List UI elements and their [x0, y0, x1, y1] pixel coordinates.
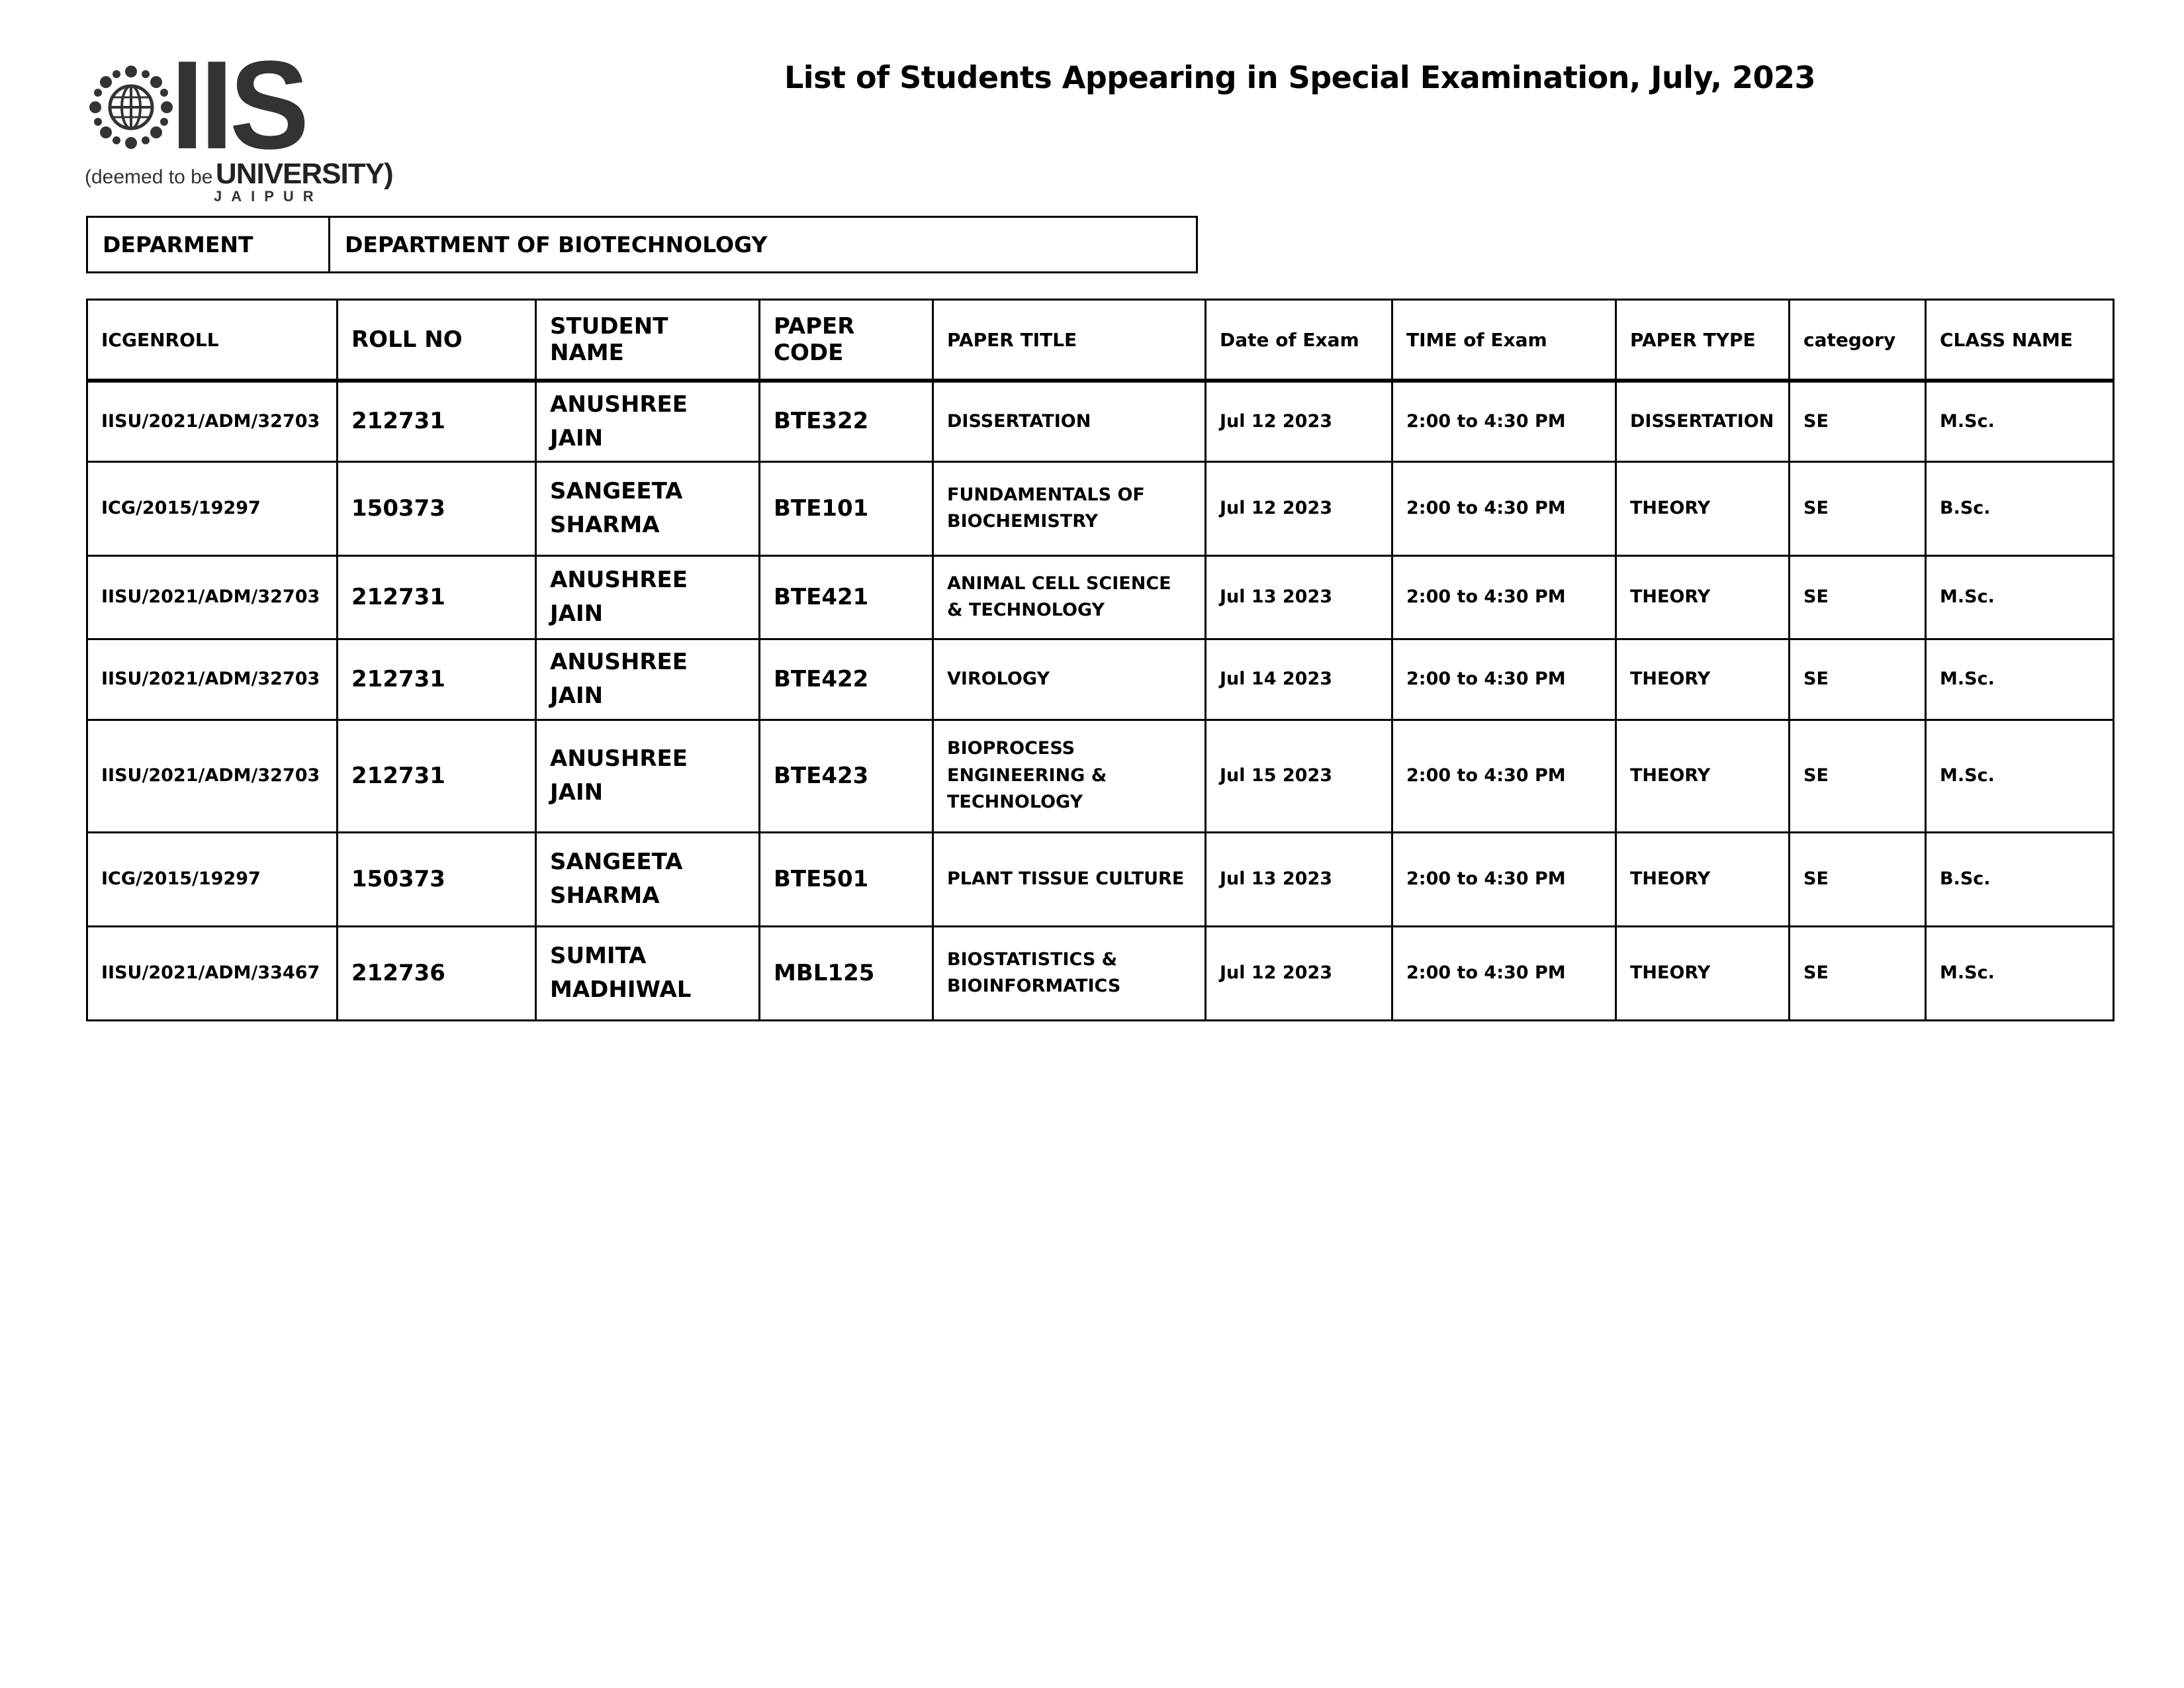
cell-paper-code: BTE322	[760, 381, 933, 461]
logo-tagline	[85, 158, 393, 191]
university-logo	[85, 35, 393, 207]
cell-class-name: B.Sc.	[1926, 832, 2114, 926]
table-row	[87, 381, 2114, 461]
cell-paper-type: THEORY	[1616, 832, 1790, 926]
cell-icgenroll: IISU/2021/ADM/32703	[87, 381, 338, 461]
cell-icgenroll: IISU/2021/ADM/32703	[87, 720, 338, 832]
logo-wordmark: IIS	[171, 35, 306, 175]
cell-class-name: B.Sc.	[1926, 461, 2114, 555]
cell-roll-no: 212736	[338, 926, 536, 1020]
cell-date-of-exam: Jul 15 2023	[1206, 720, 1392, 832]
header-paper-type: PAPER TYPE	[1616, 300, 1790, 381]
cell-roll-no: 150373	[338, 461, 536, 555]
cell-time-of-exam: 2:00 to 4:30 PM	[1392, 639, 1616, 720]
cell-student-name: SANGEETA SHARMA	[536, 461, 760, 555]
cell-icgenroll: IISU/2021/ADM/32703	[87, 555, 338, 639]
header-paper-title: PAPER TITLE	[933, 300, 1206, 381]
cell-category: SE	[1790, 639, 1926, 720]
header-time-of-exam: TIME of Exam	[1392, 300, 1616, 381]
table-row	[87, 461, 2114, 555]
page-title: List of Students Appearing in Special Examination, July, 2023	[784, 60, 1815, 95]
table-row	[87, 639, 2114, 720]
cell-paper-code: BTE421	[760, 555, 933, 639]
cell-date-of-exam: Jul 12 2023	[1206, 926, 1392, 1020]
cell-time-of-exam: 2:00 to 4:30 PM	[1392, 555, 1616, 639]
cell-time-of-exam: 2:00 to 4:30 PM	[1392, 926, 1616, 1020]
cell-date-of-exam: Jul 12 2023	[1206, 381, 1392, 461]
globe-emblem-icon	[85, 61, 177, 154]
table-header-row	[87, 300, 2114, 381]
table-row	[87, 720, 2114, 832]
department-table	[86, 216, 1198, 273]
cell-category: SE	[1790, 720, 1926, 832]
cell-icgenroll: ICG/2015/19297	[87, 832, 338, 926]
logo-university-text: UNIVERSITY)	[215, 158, 393, 190]
cell-icgenroll: ICG/2015/19297	[87, 461, 338, 555]
cell-student-name: ANUSHREE JAIN	[536, 381, 760, 461]
cell-roll-no: 212731	[338, 381, 536, 461]
cell-paper-title: BIOSTATISTICS & BIOINFORMATICS	[933, 926, 1206, 1020]
cell-student-name: ANUSHREE JAIN	[536, 720, 760, 832]
cell-roll-no: 212731	[338, 639, 536, 720]
cell-date-of-exam: Jul 14 2023	[1206, 639, 1392, 720]
logo-city-text: JAIPUR	[214, 188, 323, 205]
header-student-name: STUDENT NAME	[536, 300, 760, 381]
cell-paper-title: PLANT TISSUE CULTURE	[933, 832, 1206, 926]
cell-paper-code: BTE423	[760, 720, 933, 832]
cell-icgenroll: IISU/2021/ADM/32703	[87, 639, 338, 720]
cell-student-name: ANUSHREE JAIN	[536, 639, 760, 720]
cell-paper-type: THEORY	[1616, 720, 1790, 832]
cell-time-of-exam: 2:00 to 4:30 PM	[1392, 720, 1616, 832]
students-table	[86, 299, 2115, 1021]
header-date-of-exam: Date of Exam	[1206, 300, 1392, 381]
cell-student-name: ANUSHREE JAIN	[536, 555, 760, 639]
department-row	[87, 217, 1197, 273]
cell-class-name: M.Sc.	[1926, 639, 2114, 720]
cell-paper-type: THEORY	[1616, 555, 1790, 639]
cell-category: SE	[1790, 555, 1926, 639]
logo-deemed-text: (deemed to be	[85, 166, 213, 188]
cell-class-name: M.Sc.	[1926, 555, 2114, 639]
department-label: DEPARMENT	[87, 217, 330, 273]
cell-paper-title: VIROLOGY	[933, 639, 1206, 720]
header-icgenroll: ICGENROLL	[87, 300, 338, 381]
cell-time-of-exam: 2:00 to 4:30 PM	[1392, 381, 1616, 461]
cell-category: SE	[1790, 832, 1926, 926]
cell-date-of-exam: Jul 13 2023	[1206, 832, 1392, 926]
cell-date-of-exam: Jul 12 2023	[1206, 461, 1392, 555]
table-row	[87, 832, 2114, 926]
cell-roll-no: 212731	[338, 720, 536, 832]
cell-student-name: SUMITA MADHIWAL	[536, 926, 760, 1020]
cell-roll-no: 150373	[338, 832, 536, 926]
cell-paper-type: DISSERTATION	[1616, 381, 1790, 461]
cell-paper-code: BTE501	[760, 832, 933, 926]
cell-paper-code: MBL125	[760, 926, 933, 1020]
table-row	[87, 926, 2114, 1020]
cell-paper-type: THEORY	[1616, 926, 1790, 1020]
cell-category: SE	[1790, 926, 1926, 1020]
header-paper-code: PAPER CODE	[760, 300, 933, 381]
department-value: DEPARTMENT OF BIOTECHNOLOGY	[330, 217, 1197, 273]
table-row	[87, 555, 2114, 639]
cell-paper-code: BTE422	[760, 639, 933, 720]
cell-class-name: M.Sc.	[1926, 720, 2114, 832]
cell-date-of-exam: Jul 13 2023	[1206, 555, 1392, 639]
header-roll-no: ROLL NO	[338, 300, 536, 381]
cell-time-of-exam: 2:00 to 4:30 PM	[1392, 461, 1616, 555]
cell-paper-title: DISSERTATION	[933, 381, 1206, 461]
header-category: category	[1790, 300, 1926, 381]
cell-paper-code: BTE101	[760, 461, 933, 555]
cell-icgenroll: IISU/2021/ADM/33467	[87, 926, 338, 1020]
cell-student-name: SANGEETA SHARMA	[536, 832, 760, 926]
cell-paper-type: THEORY	[1616, 461, 1790, 555]
cell-paper-type: THEORY	[1616, 639, 1790, 720]
cell-class-name: M.Sc.	[1926, 926, 2114, 1020]
cell-class-name: M.Sc.	[1926, 381, 2114, 461]
cell-paper-title: BIOPROCESS ENGINEERING & TECHNOLOGY	[933, 720, 1206, 832]
cell-paper-title: ANIMAL CELL SCIENCE & TECHNOLOGY	[933, 555, 1206, 639]
cell-category: SE	[1790, 461, 1926, 555]
cell-roll-no: 212731	[338, 555, 536, 639]
header-class-name: CLASS NAME	[1926, 300, 2114, 381]
cell-paper-title: FUNDAMENTALS OF BIOCHEMISTRY	[933, 461, 1206, 555]
cell-category: SE	[1790, 381, 1926, 461]
cell-time-of-exam: 2:00 to 4:30 PM	[1392, 832, 1616, 926]
